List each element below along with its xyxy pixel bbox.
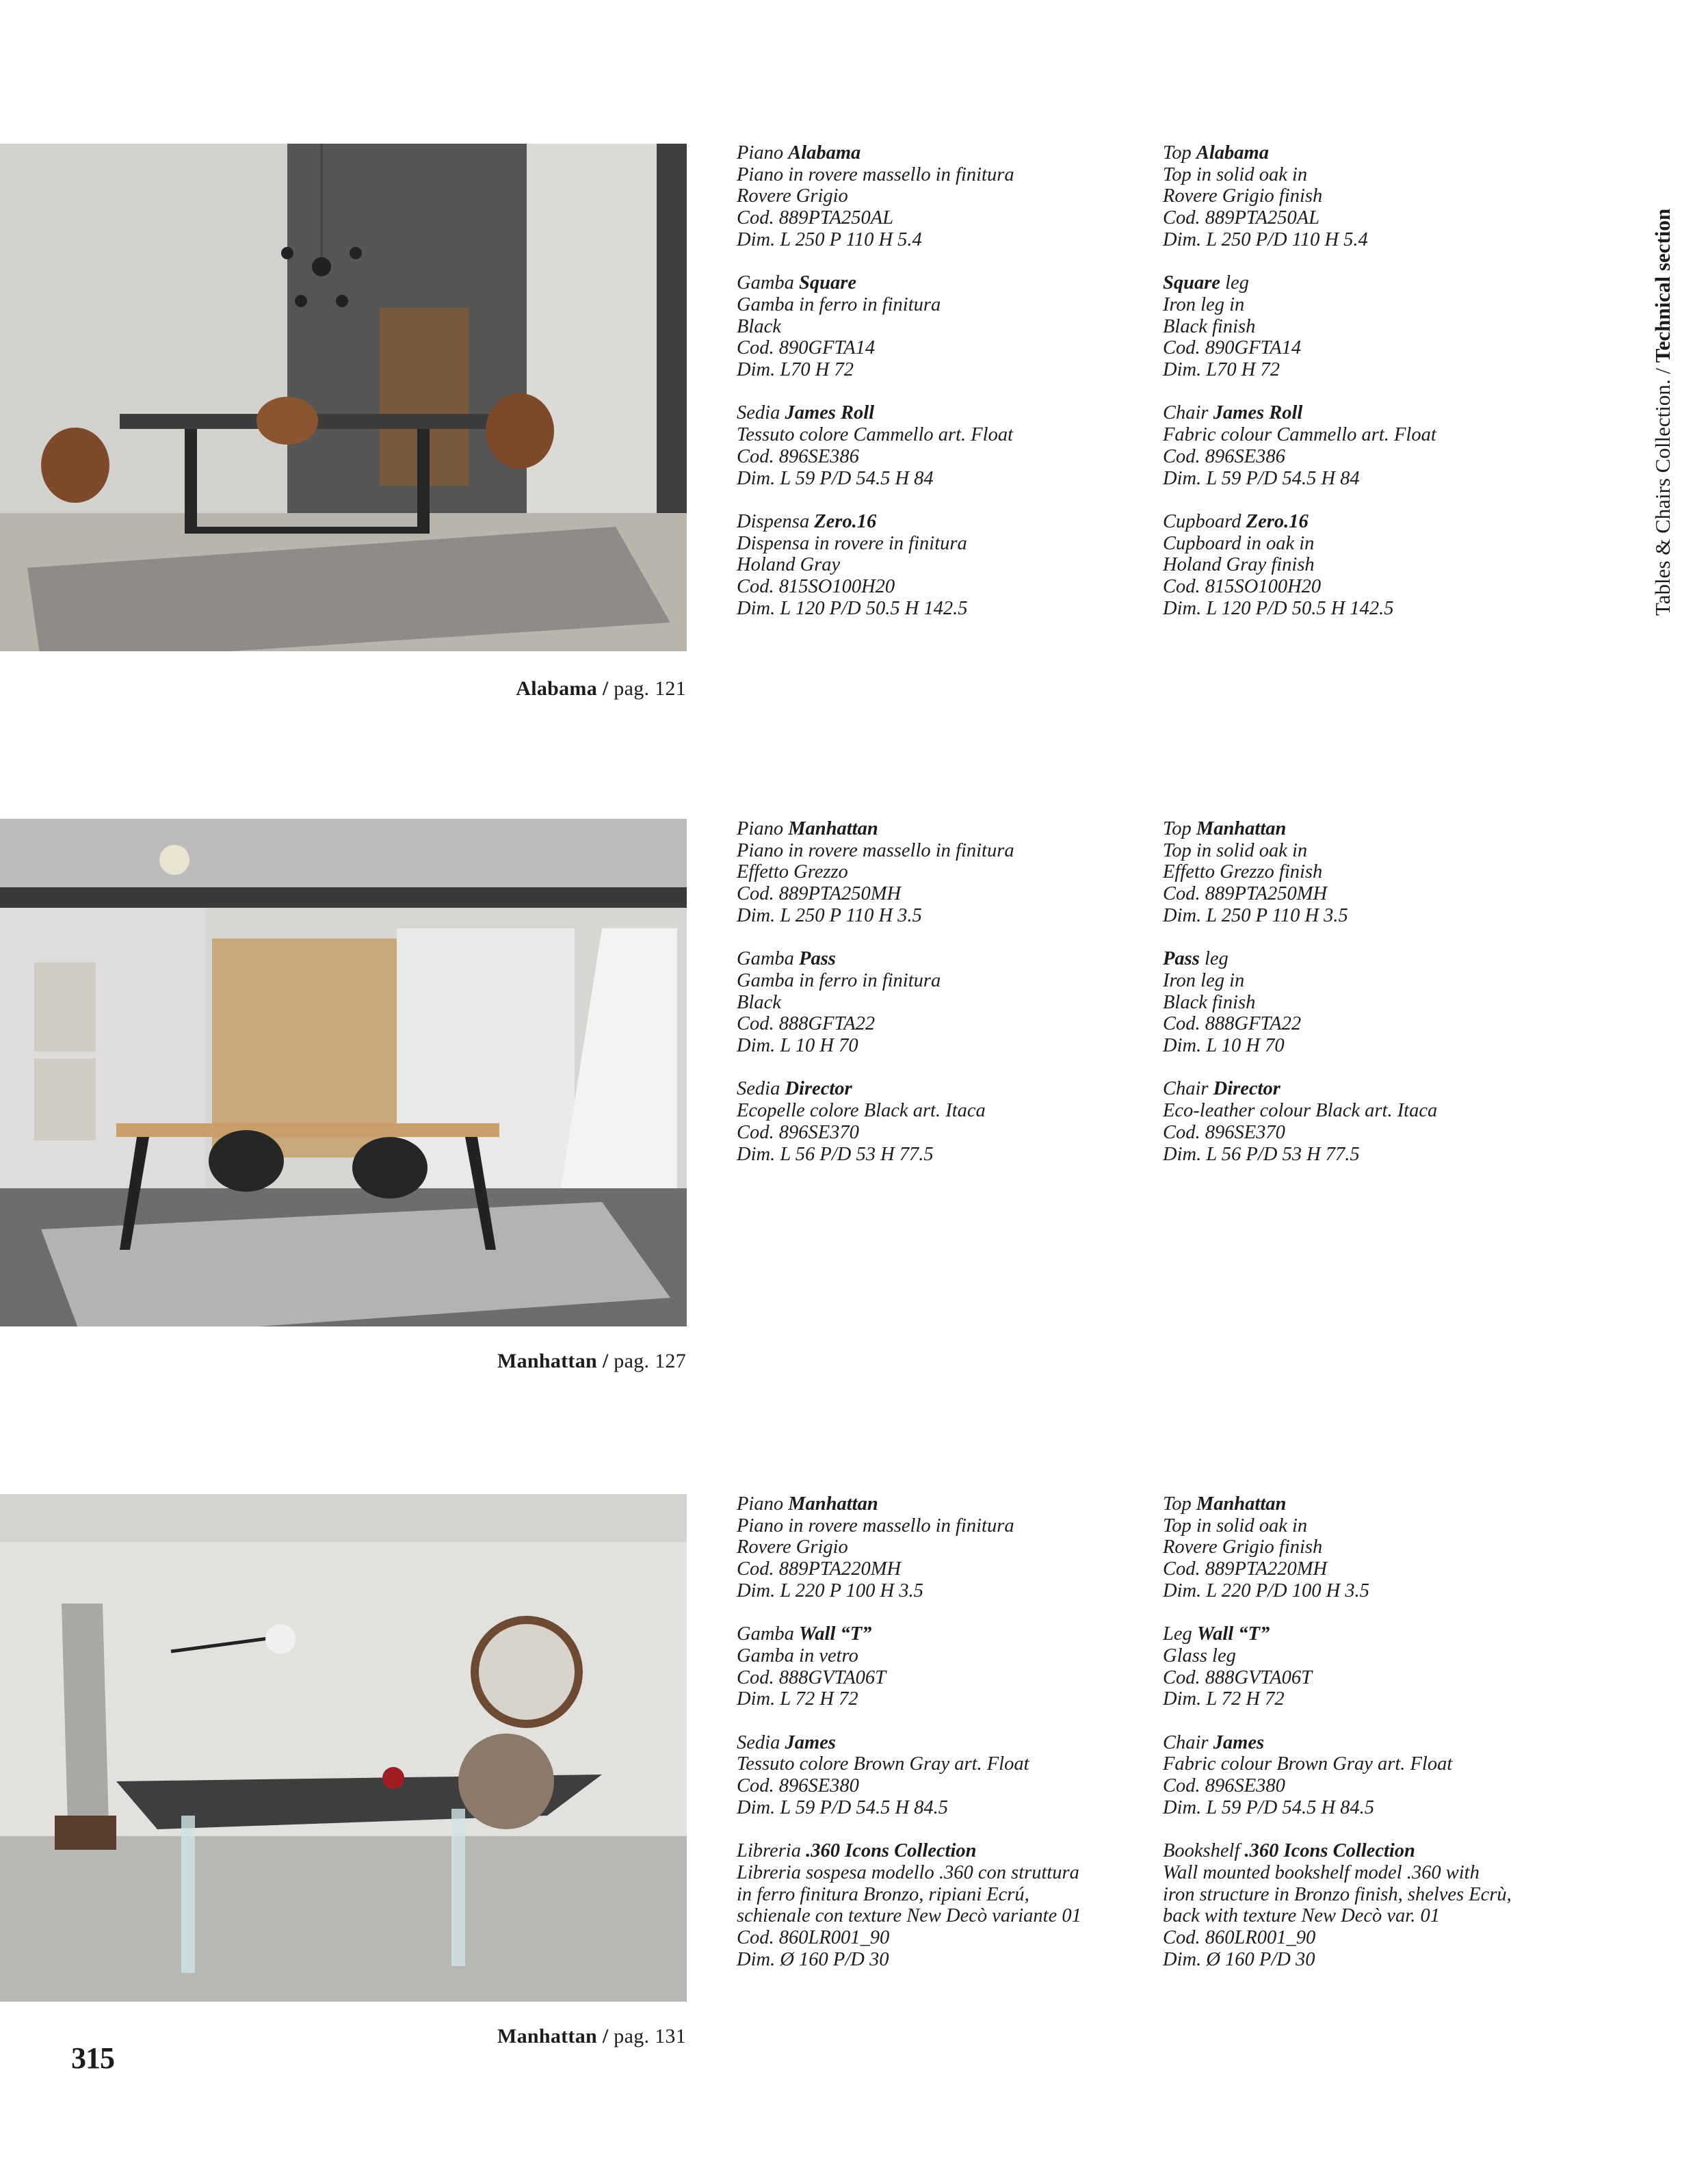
spec-block: Sedia James Roll Tessuto colore Cammello art. Float Cod. 896SE386 Dim. L 59 P/D 54.5 H 84 (737, 402, 1014, 489)
spec-column-italian (737, 1493, 1147, 1992)
spec-block: Cupboard Zero.16 Cupboard in oak in Holand Gray finish Cod. 815SO100H20 Dim. L 120 P/D 50.5 H 142.5 (1163, 510, 1394, 619)
spec-block: Gamba Square Gamba in ferro in finitura Black Cod. 890GFTA14 Dim. L70 H 72 (737, 272, 941, 381)
spec-block: Top Manhattan Top in solid oak in Rovere Grigio finish Cod. 889PTA220MH Dim. L 220 P/D 100 H 3.5 (1163, 1493, 1369, 1601)
spec-block: Gamba Wall “T” Gamba in vetro Cod. 888GVTA06T Dim. L 72 H 72 (737, 1623, 886, 1710)
spec-block: Chair James Roll Fabric colour Cammello art. Float Cod. 896SE386 Dim. L 59 P/D 54.5 H 84 (1163, 402, 1436, 489)
spec-block: Leg Wall “T” Glass leg Cod. 888GVTA06T Dim. L 72 H 72 (1163, 1623, 1312, 1710)
section-side-title: Tables & Chairs Collection. / Technical section (1651, 208, 1674, 616)
dining-room-photo-alabama (0, 144, 687, 651)
spec-block: Piano Manhattan Piano in rovere massello in finitura Effetto Grezzo Cod. 889PTA250MH Dim. L 250 P 110 H 3.5 (737, 818, 1014, 926)
spec-column-english (1163, 1493, 1573, 1992)
page-number: 315 (71, 2041, 114, 2075)
loft-dining-photo-manhattan (0, 819, 687, 1326)
spec-column-english (1163, 142, 1573, 641)
photo-caption: Manhattan / pag. 131 (497, 2025, 686, 2047)
spec-block: Top Manhattan Top in solid oak in Effetto Grezzo finish Cod. 889PTA250MH Dim. L 250 P 110 H 3.5 (1163, 818, 1348, 926)
spec-block: Pass leg Iron leg in Black finish Cod. 888GFTA22 Dim. L 10 H 70 (1163, 948, 1302, 1057)
spec-block: Chair James Fabric colour Brown Gray art. Float Cod. 896SE380 Dim. L 59 P/D 54.5 H 84.5 (1163, 1731, 1453, 1818)
spec-block: Top Alabama Top in solid oak in Rovere Grigio finish Cod. 889PTA250AL Dim. L 250 P/D 110 H 5.4 (1163, 142, 1368, 250)
spec-block: Sedia James Tessuto colore Brown Gray art. Float Cod. 896SE380 Dim. L 59 P/D 54.5 H 84.5 (737, 1731, 1029, 1818)
spec-block: Libreria .360 Icons Collection Libreria sospesa modello .360 con struttura in ferro finitura Bronzo, ripiani Ecrú, schienale con texture New Decò variante 01 Cod. 860LR001_90 Dim. Ø 160 P/D 30 (737, 1840, 1081, 1970)
spec-block: Square leg Iron leg in Black finish Cod. 890GFTA14 Dim. L70 H 72 (1163, 272, 1302, 381)
spec-block: Gamba Pass Gamba in ferro in finitura Black Cod. 888GFTA22 Dim. L 10 H 70 (737, 948, 941, 1057)
glass-leg-table-photo-manhattan (0, 1494, 687, 2002)
spec-block: Dispensa Zero.16 Dispensa in rovere in finitura Holand Gray Cod. 815SO100H20 Dim. L 120 P/D 50.5 H 142.5 (737, 510, 968, 619)
spec-block: Chair Director Eco-leather colour Black art. Itaca Cod. 896SE370 Dim. L 56 P/D 53 H 77.5 (1163, 1078, 1438, 1165)
spec-block: Bookshelf .360 Icons Collection Wall mounted bookshelf model .360 with iron structure in Bronzo finish, shelves Ecrù, back with texture New Decò var. 01 Cod. 860LR001_90 Dim. Ø 160 P/D 30 (1163, 1840, 1512, 1970)
spec-block: Piano Alabama Piano in rovere massello in finitura Rovere Grigio Cod. 889PTA250AL Dim. L 250 P 110 H 5.4 (737, 142, 1014, 250)
spec-block: Sedia Director Ecopelle colore Black art. Itaca Cod. 896SE370 Dim. L 56 P/D 53 H 77.5 (737, 1078, 986, 1165)
photo-caption: Alabama / pag. 121 (516, 677, 686, 700)
spec-column-italian (737, 142, 1147, 641)
spec-block: Piano Manhattan Piano in rovere massello in finitura Rovere Grigio Cod. 889PTA220MH Dim. L 220 P 100 H 3.5 (737, 1493, 1014, 1601)
spec-column-italian (737, 818, 1147, 1187)
spec-column-english (1163, 818, 1573, 1187)
photo-caption: Manhattan / pag. 127 (497, 1350, 686, 1372)
